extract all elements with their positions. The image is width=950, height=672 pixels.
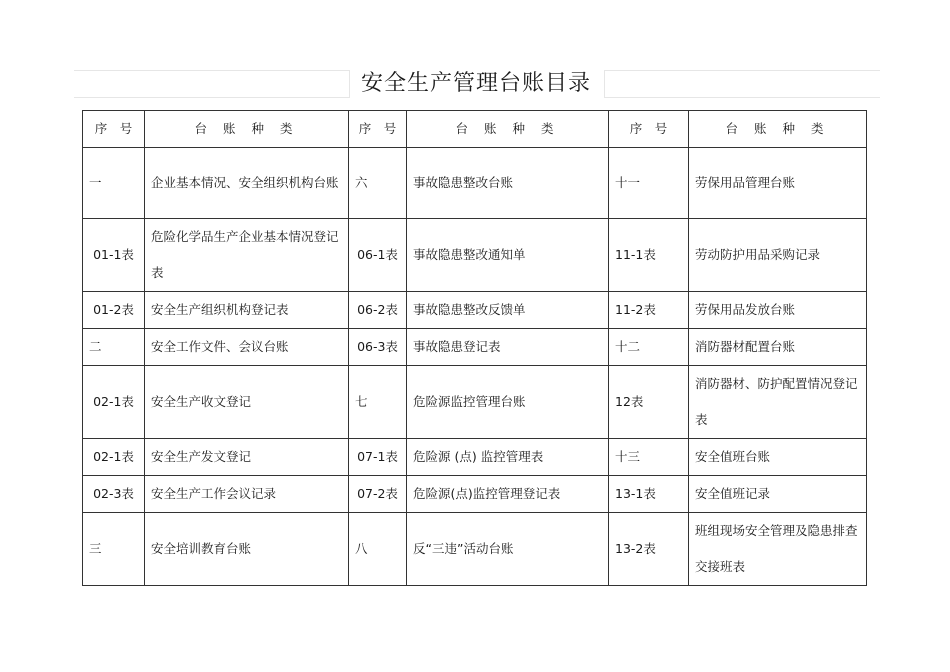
seq-cell: 一 [83,148,145,219]
seq-cell: 十二 [609,329,689,366]
type-cell: 安全生产收文登记 [145,366,349,439]
seq-cell: 07-1表 [349,439,407,476]
seq-cell: 13-1表 [609,476,689,513]
seq-cell: 八 [349,513,407,586]
type-cell: 事故隐患整改通知单 [407,219,609,292]
seq-cell: 11-1表 [609,219,689,292]
type-cell: 事故隐患登记表 [407,329,609,366]
type-cell: 安全培训教育台账 [145,513,349,586]
type-cell: 事故隐患整改台账 [407,148,609,219]
type-cell: 安全值班台账 [689,439,867,476]
type-cell: 事故隐患整改反馈单 [407,292,609,329]
type-cell: 安全生产组织机构登记表 [145,292,349,329]
table-row [83,219,867,292]
seq-cell: 三 [83,513,145,586]
seq-cell: 06-2表 [349,292,407,329]
type-cell: 危险源 (点) 监控管理表 [407,439,609,476]
type-cell: 班组现场安全管理及隐患排查交接班表 [689,513,867,586]
header-type-2: 台 账 种 类 [407,111,609,148]
header-seq-3: 序 号 [609,111,689,148]
seq-cell: 02-1表 [83,439,145,476]
page-title: 安全生产管理台账目录 [360,71,591,96]
seq-cell: 02-1表 [83,366,145,439]
table-row [83,366,867,439]
type-cell: 安全工作文件、会议台账 [145,329,349,366]
table-row [83,439,867,476]
type-cell: 安全生产发文登记 [145,439,349,476]
seq-cell: 13-2表 [609,513,689,586]
type-cell: 危险化学品生产企业基本情况登记表 [145,219,349,292]
ledger-table [82,110,867,586]
header-type-1: 台 账 种 类 [145,111,349,148]
table-row [83,148,867,219]
type-cell: 消防器材、防护配置情况登记表 [689,366,867,439]
seq-cell: 12表 [609,366,689,439]
seq-cell: 十一 [609,148,689,219]
seq-cell: 07-2表 [349,476,407,513]
seq-cell: 02-3表 [83,476,145,513]
seq-cell: 01-1表 [83,219,145,292]
table-row [83,476,867,513]
seq-cell: 06-3表 [349,329,407,366]
seq-cell: 二 [83,329,145,366]
type-cell: 危险源(点)监控管理登记表 [407,476,609,513]
type-cell: 劳保用品管理台账 [689,148,867,219]
seq-cell: 11-2表 [609,292,689,329]
header-seq-1: 序 号 [83,111,145,148]
header-type-3: 台 账 种 类 [689,111,867,148]
header-seq-2: 序 号 [349,111,407,148]
table-row [83,513,867,586]
seq-cell: 六 [349,148,407,219]
seq-cell: 01-2表 [83,292,145,329]
header-row [83,111,867,148]
type-cell: 消防器材配置台账 [689,329,867,366]
type-cell: 危险源监控管理台账 [407,366,609,439]
table-row [83,329,867,366]
type-cell: 劳动防护用品采购记录 [689,219,867,292]
type-cell: 企业基本情况、安全组织机构台账 [145,148,349,219]
type-cell: 安全生产工作会议记录 [145,476,349,513]
type-cell: 安全值班记录 [689,476,867,513]
seq-cell: 06-1表 [349,219,407,292]
table-row [83,292,867,329]
seq-cell: 十三 [609,439,689,476]
type-cell: 劳保用品发放台账 [689,292,867,329]
type-cell: 反“三违”活动台账 [407,513,609,586]
seq-cell: 七 [349,366,407,439]
